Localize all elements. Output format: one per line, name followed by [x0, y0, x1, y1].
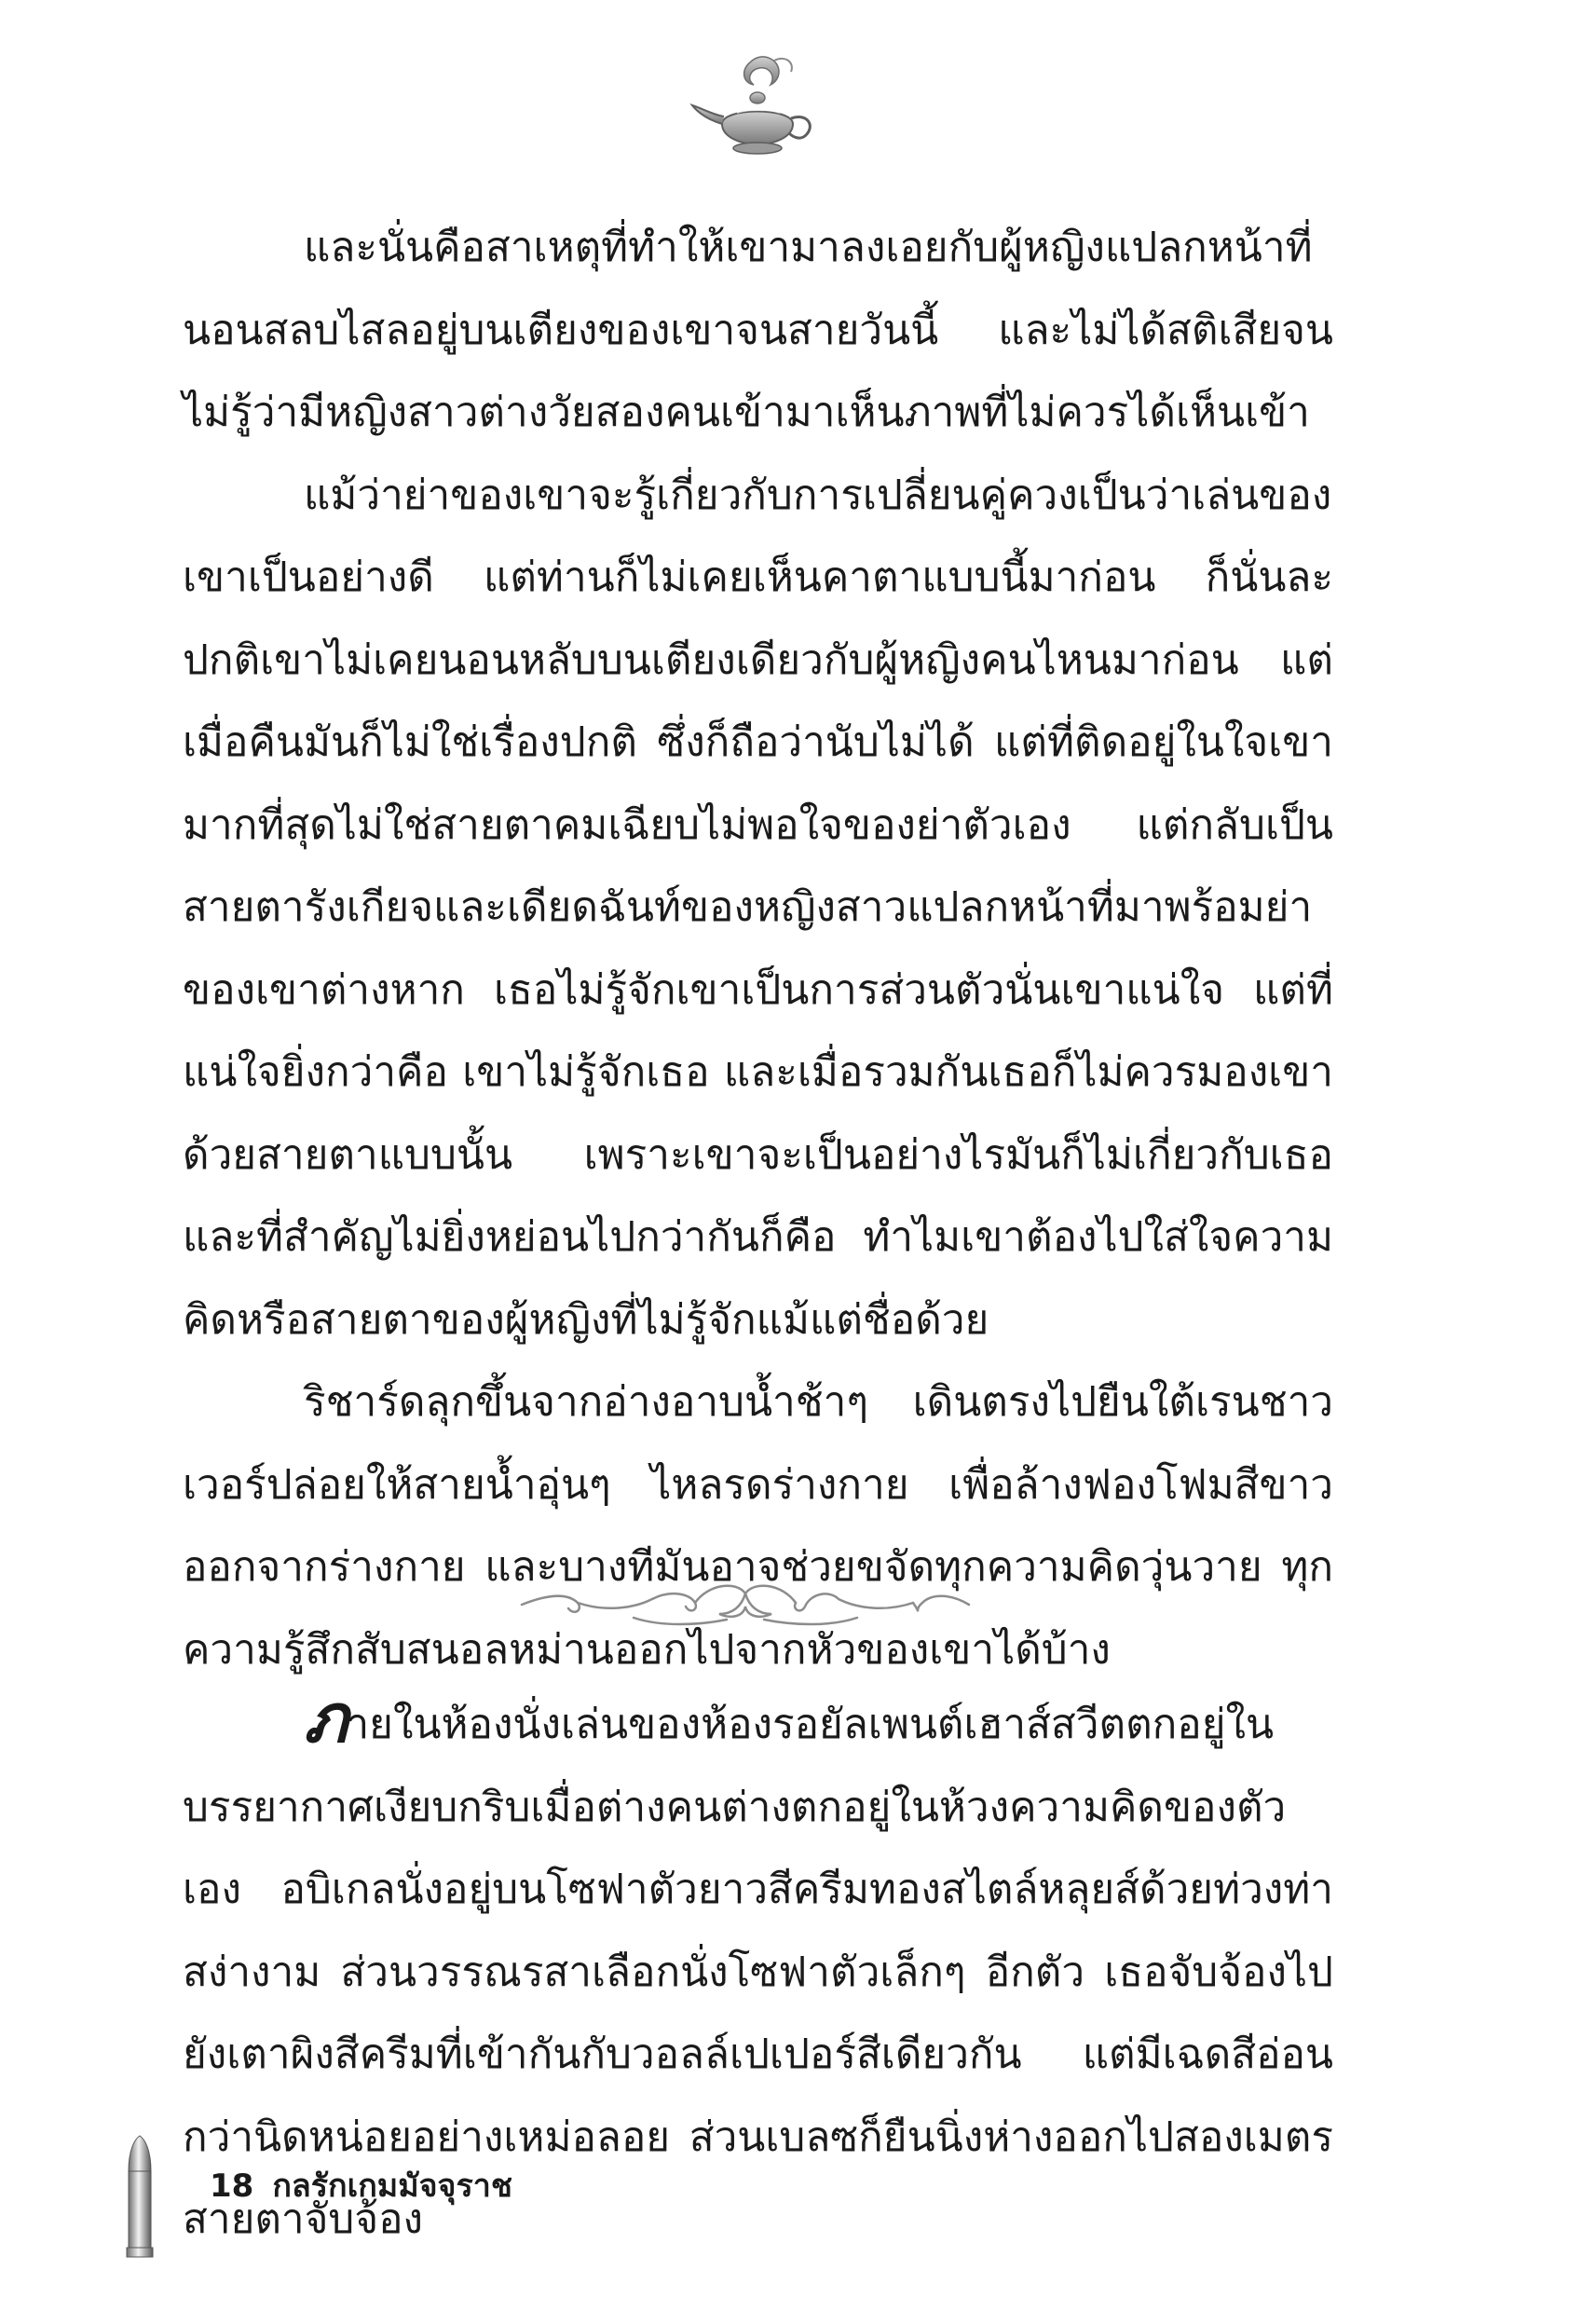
drop-cap-letter: ภ [304, 1678, 347, 1757]
paragraph-4-text: ายในห้องนั่งเล่นของห้องรอยัลเพนต์เฮาส์สวีตตกอยู่ในบรรยากาศเงียบกริบเมื่อต่างคนต่างตกอยู่ในห้วงความคิดของตัวเอง อบิเกลนั่งอยู่บนโซฟาตัวยาวสีครีมทองสไตล์หลุยส์ด้วยท่วงท่าสง่างาม ส่วนวรรณรสาเลือกนั่งโซฟาตัวเล็กๆ อีกตัว เธอจับจ้องไปยังเตาผิงสีครีมที่เข้ากันกับวอลล์เปเปอร์สีเดียวกัน แต่มีเฉดสีอ่อนกว่านิดหน่อยอย่างเหม่อลอย ส่วนเบลซก็ยืนนิ่งห่างออกไปสองเมตร สายตาจับจ้อง [183, 1701, 1333, 2243]
page-number: 18 [210, 2167, 254, 2205]
genie-lamp-ornament-icon [685, 51, 825, 163]
paragraph-3: ริชาร์ดลุกขึ้นจากอ่างอาบน้ำช้าๆ เดินตรงไปยืนใต้เรนชาวเวอร์ปล่อยให้สายน้ำอุ่นๆ ไหลรดร่างกาย เพื่อล้างฟองโฟมสีขาวออกจากร่างกาย และบางทีมันอาจช่วยขจัดทุกความคิดวุ่นวาย ทุกความรู้สึกสับสนอลหม่านออกไปจากหัวของเขาได้บ้าง [183, 1378, 1333, 1674]
footer-line [210, 2167, 512, 2205]
paragraph-2: แม้ว่าย่าของเขาจะรู้เกี่ยวกับการเปลี่ยนคู่ควงเป็นว่าเล่นของเขาเป็นอย่างดี แต่ท่านก็ไม่เคยเห็นคาตาแบบนี้มาก่อน ก็นั่นละ ปกติเขาไม่เคยนอนหลับบนเตียงเดียวกับผู้หญิงคนไหนมาก่อน แต่เมื่อคืนมันก็ไม่ใช่เรื่องปกติ ซึ่งก็ถือว่านับไม่ได้ แต่ที่ติดอยู่ในใจเขามากที่สุดไม่ใช่สายตาคมเฉียบไม่พอใจของย่าตัวเอง แต่กลับเป็นสายตารังเกียจและเดียดฉันท์ของหญิงสาวแปลกหน้าที่มาพร้อมย่าของเขาต่างหาก เธอไม่รู้จักเขาเป็นการส่วนตัวนั่นเขาแน่ใจ แต่ที่แน่ใจยิ่งกว่าคือ เขาไม่รู้จักเธอ และเมื่อรวมกันเธอก็ไม่ควรมองเขาด้วยสายตาแบบนั้น เพราะเขาจะเป็นอย่างไรมันก็ไม่เกี่ยวกับเธอ และที่สำคัญไม่ยิ่งหย่อนไปกว่ากันก็คือ ทำไมเขาต้องไปใส่ใจความคิดหรือสายตาของผู้หญิงที่ไม่รู้จักแม้แต่ชื่อด้วย [183, 471, 1333, 1344]
body-text-upper [183, 207, 1333, 1691]
scroll-divider-ornament-icon [512, 1566, 978, 1640]
bullet-icon [121, 2134, 158, 2260]
page-footer [121, 2134, 866, 2264]
paragraph-1: และนั่นคือสาเหตุที่ทำให้เขามาลงเอยกับผู้หญิงแปลกหน้าที่นอนสลบไสลอยู่บนเตียงของเขาจนสายวันนี้ และไม่ได้สติเสียจนไม่รู้ว่ามีหญิงสาวต่างวัยสองคนเข้ามาเห็นภาพที่ไม่ควรได้เห็นเข้า [183, 224, 1333, 436]
book-title: กลรักเกมมัจจุราช [272, 2167, 512, 2205]
